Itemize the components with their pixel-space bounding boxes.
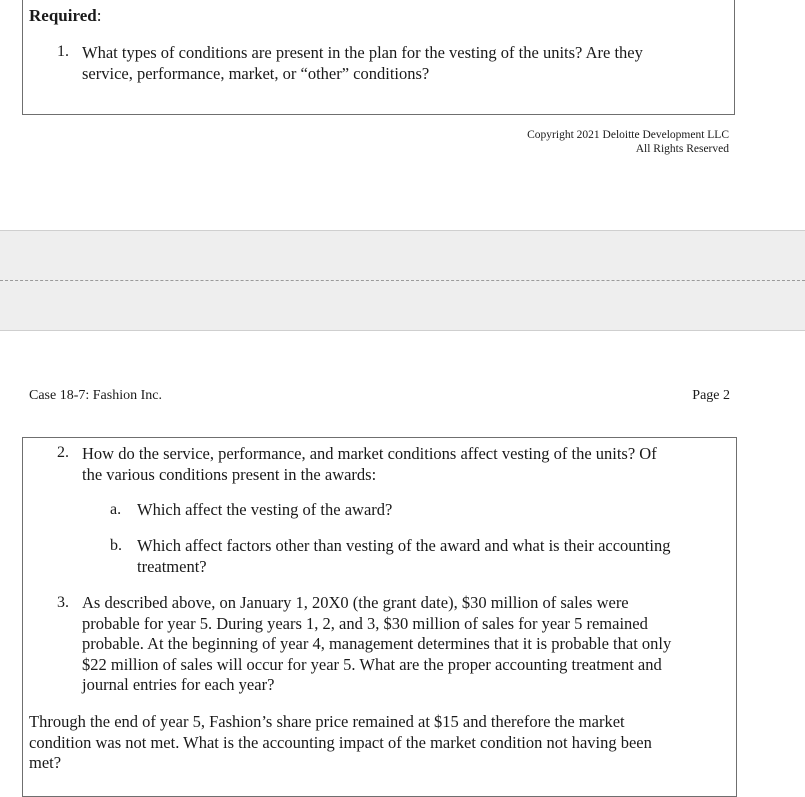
subquestion-b-line: treatment? — [137, 556, 207, 576]
paragraph-line: Through the end of year 5, Fashion’s share price remained at $15 and therefore the market — [29, 712, 625, 731]
required-label: Required — [29, 6, 97, 25]
question-2-line: the various conditions present in the awards: — [82, 464, 377, 484]
question-1-line: service, performance, market, or “other” conditions? — [82, 63, 430, 83]
page-break-dashed-line — [0, 280, 805, 281]
case-title: Case 18-7: Fashion Inc. — [29, 388, 162, 403]
question-3-line: As described above, on January 1, 20X0 (the grant date), $30 million of sales were — [82, 593, 629, 612]
question-3-line: journal entries for each year? — [82, 675, 275, 694]
page-number: Page 2 — [692, 388, 730, 403]
paragraph-line: condition was not met. What is the accounting impact of the market condition not having been — [29, 732, 652, 752]
question-1-line: What types of conditions are present in the plan for the vesting of the units? Are they — [82, 43, 643, 62]
question-1-number: 1. — [57, 43, 69, 60]
subquestion-a-letter: a. — [110, 501, 122, 518]
market-condition-paragraph — [29, 712, 734, 774]
required-colon: : — [96, 6, 102, 25]
question-3-line: probable. At the beginning of year 4, management determines that it is probable that only — [82, 634, 672, 653]
paragraph-line: met? — [29, 753, 62, 772]
subquestion-b-line: Which affect factors other than vesting of the award and what is their accounting — [137, 536, 671, 555]
subquestion-a-text: Which affect the vesting of the award? — [137, 500, 393, 519]
question-3-line: $22 million of sales will occur for year 5. What are the proper accounting treatment and — [82, 654, 662, 674]
copyright-notice — [527, 128, 729, 156]
rights-line: All Rights Reserved — [635, 143, 729, 155]
required-heading — [29, 6, 101, 26]
question-1-text — [82, 43, 722, 84]
subquestion-b-letter: b. — [110, 537, 122, 554]
question-3-number: 3. — [57, 594, 69, 611]
subquestion-b-text — [137, 536, 732, 577]
question-3-line: probable for year 5. During years 1, 2, and 3, $30 million of sales for year 5 remained — [82, 613, 648, 633]
question-2-number: 2. — [57, 444, 69, 461]
question-2-line: How do the service, performance, and market conditions affect vesting of the units? Of — [82, 444, 657, 463]
question-2-text — [82, 444, 732, 485]
copyright-line: Copyright 2021 Deloitte Development LLC — [527, 129, 729, 141]
question-3-text — [82, 593, 737, 696]
